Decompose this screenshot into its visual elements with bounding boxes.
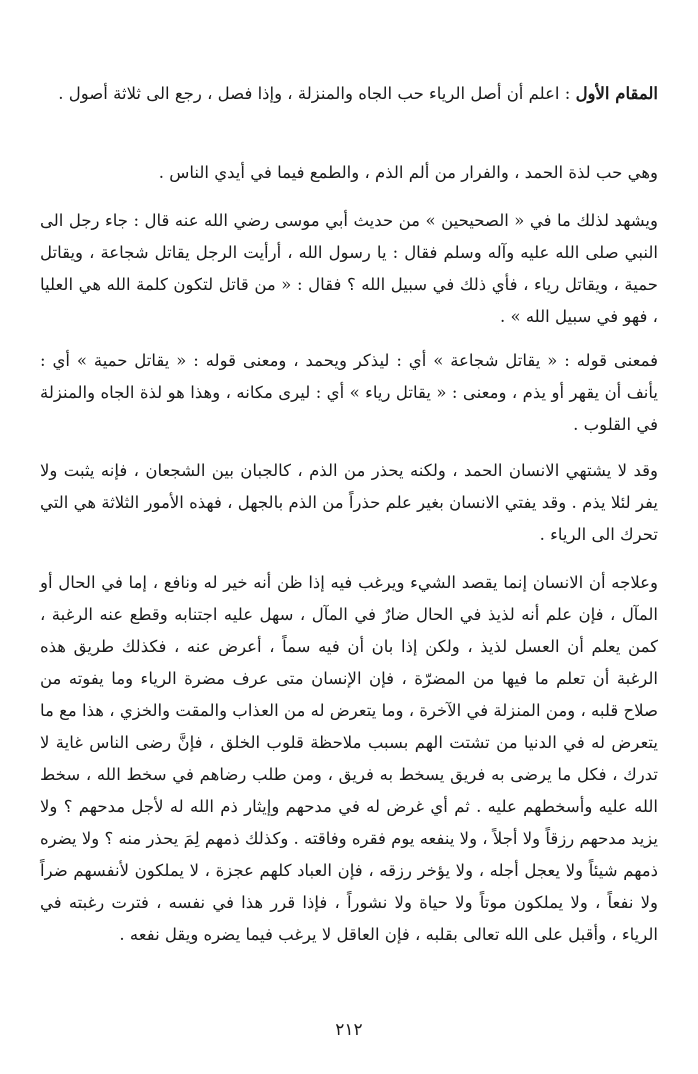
paragraph-5-text: وقد لا يشتهي الانسان الحمد ، ولكنه يحذر من الذم ، كالجبان بين الشجعان ، فإنه يثبت ولا يفر لئلا يذم . وقد يفتي الانسان بغير علم حذراً من الذم بالجهل ، فهذه الأمور الثلاثة هي التي تحرك الى الرياء . [40,461,658,544]
paragraph-2-text: وهي حب لذة الحمد ، والفرار من ألم الذم ، والطمع فيما في أيدي الناس . [158,163,658,182]
paragraph-3-text: ويشهد لذلك ما في « الصحيحين » من حديث أبي موسى رضي الله عنه قال : جاء رجل الى النبي صلى الله عليه وآله وسلم فقال : يا رسول الله ، أرأيت الرجل يقاتل شجاعة ، ويقاتل حمية ، ويقاتل رياء ، فأي ذلك في سبيل الله ؟ فقال : « من قاتل لتكون كلمة الله هي العليا ، فهو في سبيل الله » . [40,211,658,326]
paragraph-6-text: وعلاجه أن الانسان إنما يقصد الشيء ويرغب فيه إذا ظن أنه خير له ونافع ، إما في الحال أو المآل ، فإن علم أنه لذيذ في الحال ضارٌ في المآل ، سهل عليه اجتنابه وقطع عنه الرغبة ، كمن يعلم أن العسل لذيذ ، ولكن إذا بان أن فيه سماً ، أعرض عنه ، فكذلك طريق هذه الرغبة أن تعلم ما فيها من المضرّة ، فإن الإنسان متى عرف مضرة الرياء وما يفوته من صلاح قلبه ، ومن المنزلة في الآخرة ، وما يتعرض له من العذاب والمقت والخزي ، هذا مع ما يتعرض له في الدنيا من تشتت الهم بسبب ملاحظة قلوب الخلق ، فإنَّ رضى الناس غاية لا تدرك ، فكل ما يرضى به فريق يسخط به فريق ، ومن طلب رضاهم في سخط الله ، سخط الله عليه وأسخطهم عليه . ثم أي غرض له في مدحهم وإيثار ذم الله له لأجل مدحهم ؟ ولا يزيد مدحهم رزقاً ولا أجلاً ، ولا ينفعه يوم فقره وفاقته . وكذلك ذمهم لِمَ يحذر منه ؟ ولا يضره ذمهم شيئاً ولا يعجل أجله ، ولا يؤخر رزقه ، فإن العباد كلهم عجزة ، لا يملكون لأنفسهم ضراً ولا نفعاً ، ولا يملكون موتاً ولا حياة ولا نشوراً ، فإذا قرر هذا في نفسه ، فترت رغبته في الرياء ، وأقبل على الله تعالى بقلبه ، فإن العاقل لا يرغب فيما يضره ويقل نفعه . [40,573,658,944]
paragraph-4-text: فمعنى قوله : « يقاتل شجاعة » أي : ليذكر ويحمد ، ومعنى قوله : « يقاتل حمية » أي : يأنف أن يقهر أو يذم ، ومعنى : « يقاتل رياء » أي : ليرى مكانه ، وهذا هو لذة الجاه والمنزلة في القلوب . [40,351,658,434]
paragraph-3 [40,205,658,333]
page-number: ٢١٢ [335,1020,363,1040]
section-heading: المقام الأول [575,84,658,103]
paragraph-5 [40,455,658,551]
paragraph-2 [40,157,658,189]
paragraph-6 [40,567,658,951]
paragraph-1 [40,78,658,110]
paragraph-1-text: : اعلم أن أصل الرياء حب الجاه والمنزلة ، وإذا فصل ، رجع الى ثلاثة أصول . [58,84,576,103]
paragraph-4 [40,345,658,441]
